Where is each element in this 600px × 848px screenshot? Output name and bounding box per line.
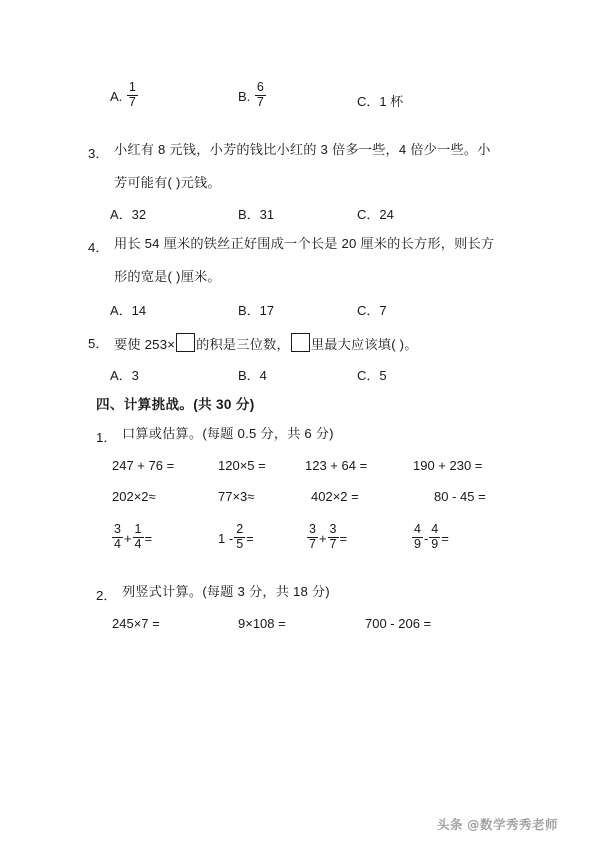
q4-number: 4． xyxy=(88,240,109,255)
q3-number: 3． xyxy=(88,146,109,161)
q3-option-b: B．31 xyxy=(238,207,275,222)
q5-part1: 要使 253× xyxy=(114,337,176,352)
fraction-denominator: 7 xyxy=(309,536,316,551)
q3-line2: 芳可能有( )元钱。 xyxy=(114,175,221,190)
q4-option-a: A．14 xyxy=(110,303,147,318)
vertical-calc-item: 245×7 = xyxy=(112,616,160,631)
fraction-numerator: 3 xyxy=(309,522,316,536)
section4-sub1-title: 口算或估算。(每题 0.5 分，共 6 分) xyxy=(122,426,334,441)
q4-option-row xyxy=(0,300,600,320)
q5-part2: 的积是三位数， xyxy=(196,337,290,352)
fraction-operand-b xyxy=(429,523,440,551)
vertical-calc-item: 700 - 206 = xyxy=(365,616,432,631)
q3-option-row xyxy=(0,204,600,224)
q2-option-c: C．1 杯 xyxy=(357,94,404,109)
fraction-operator: - xyxy=(228,530,234,546)
fraction-denominator: 9 xyxy=(414,536,421,551)
oral-calc-row-2 xyxy=(0,489,600,511)
fraction-denominator: 7 xyxy=(256,94,264,109)
oral-calc-row-1 xyxy=(0,458,600,480)
fraction-denominator: 9 xyxy=(431,536,439,551)
q5-part3: 里最大应该填( )。 xyxy=(310,337,418,352)
fraction-expression-4 xyxy=(411,524,449,552)
oral-calc-item: 77×3≈ xyxy=(218,489,255,504)
fraction-denominator: 7 xyxy=(329,536,337,551)
q2-option-a-fraction xyxy=(127,81,138,109)
equals-sign: = xyxy=(339,530,348,546)
fraction-operand-a xyxy=(412,523,423,551)
fraction-denominator: 7 xyxy=(128,94,136,109)
q4-line2: 形的宽是( )厘米。 xyxy=(114,269,221,284)
fraction-operand-b xyxy=(234,523,245,551)
q4-option-b: B．17 xyxy=(238,303,275,318)
fraction-numerator: 4 xyxy=(414,522,421,536)
fraction-operator: + xyxy=(318,530,327,546)
vertical-calc-item: 9×108 = xyxy=(238,616,286,631)
q5-option-c: C．5 xyxy=(357,368,387,383)
q3-option-c: C．24 xyxy=(357,207,394,222)
q2-option-a-label: A. xyxy=(110,88,123,104)
fraction-operand-a xyxy=(307,523,318,551)
section4-sub2-title: 列竖式计算。(每题 3 分，共 18 分) xyxy=(122,584,330,599)
fraction-numerator: 6 xyxy=(256,80,264,94)
fraction-denominator: 5 xyxy=(236,536,244,551)
oral-calc-item: 80 - 45 = xyxy=(434,489,486,504)
fraction-operand-a xyxy=(112,523,123,551)
fraction-expression-1 xyxy=(111,524,152,552)
fraction-numerator: 3 xyxy=(329,522,337,536)
oral-calc-item: 402×2 = xyxy=(311,489,359,504)
q3-line1: 小红有 8 元钱，小芳的钱比小红的 3 倍多一些，4 倍少一些。小 xyxy=(114,142,491,157)
fraction-numerator: 4 xyxy=(431,522,439,536)
fraction-numerator: 1 xyxy=(128,80,136,94)
q5-number: 5． xyxy=(88,336,109,351)
fraction-operand-b xyxy=(133,523,144,551)
section4-sub1-number: 1． xyxy=(96,430,117,445)
fraction-expression-2 xyxy=(218,524,254,552)
oral-calc-item: 190 + 230 = xyxy=(413,458,483,473)
q2-option-b-fraction xyxy=(255,81,266,109)
equals-sign: = xyxy=(441,530,449,546)
fraction-numerator: 3 xyxy=(114,522,121,536)
q2-option-b-label: B. xyxy=(238,88,251,104)
q3-option-a: A．32 xyxy=(110,207,147,222)
fraction-operator: - xyxy=(423,530,429,546)
equals-sign: = xyxy=(246,530,254,546)
q5-option-row xyxy=(0,365,600,385)
q5-option-b: B．4 xyxy=(238,368,267,383)
equals-sign: = xyxy=(144,530,153,546)
fraction-denominator: 4 xyxy=(114,536,121,551)
fraction-numerator: 2 xyxy=(236,522,244,536)
oral-calc-row-3-fractions xyxy=(0,524,600,558)
q4-line1: 用长 54 厘米的铁丝正好围成一个长是 20 厘米的长方形，则长方 xyxy=(114,236,495,251)
vertical-calc-row-1 xyxy=(0,616,600,638)
oral-calc-item: 247 + 76 = xyxy=(112,458,175,473)
watermark-handle: @数学秀秀老师 xyxy=(467,817,559,832)
fraction-expression-3 xyxy=(306,524,347,552)
fraction-numerator: 1 xyxy=(134,522,142,536)
oral-calc-item: 123 + 64 = xyxy=(305,458,368,473)
q5-blank-box-2[interactable] xyxy=(291,333,310,352)
watermark xyxy=(437,815,558,833)
oral-calc-item: 202×2≈ xyxy=(112,489,156,504)
q5-body xyxy=(114,333,418,353)
q5-option-a: A．3 xyxy=(110,368,139,383)
q2-option-row xyxy=(0,80,600,109)
q4-option-c: C．7 xyxy=(357,303,387,318)
q5-blank-box-1[interactable] xyxy=(176,333,195,352)
fraction-operator: + xyxy=(123,530,132,546)
q2-option-a xyxy=(110,82,139,110)
fraction-denominator: 4 xyxy=(134,536,142,551)
fraction-operand-b xyxy=(328,523,339,551)
section-four-heading: 四、计算挑战。(共 30 分) xyxy=(96,397,255,412)
watermark-prefix: 头条 xyxy=(437,818,464,832)
fraction-lead-number: 1 xyxy=(218,530,226,546)
section4-sub2-number: 2． xyxy=(96,588,117,603)
oral-calc-item: 120×5 = xyxy=(218,458,266,473)
q2-option-b xyxy=(238,82,267,110)
